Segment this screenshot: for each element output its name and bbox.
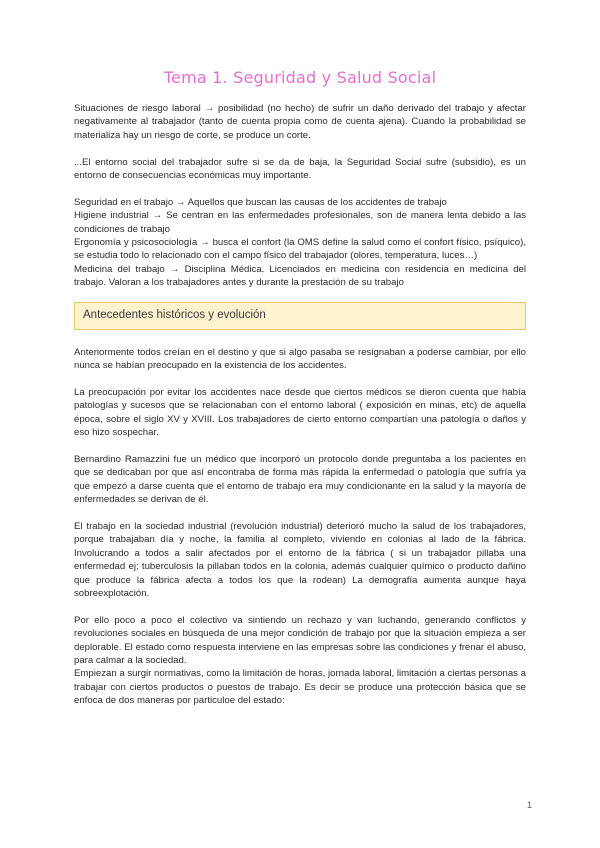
- paragraph: Anteriormente todos creían en el destino y que si algo pasaba se resignaban a poderse cambiar, por ello nunca se habían preocupado en la existencia de los accidentes.: [74, 346, 526, 372]
- paragraph: Empiezan a surgir normativas, como la limitación de horas, jornada laboral, limitación a ciertas personas a trabajar con ciertos productos o puestos de trabajo. Es decir se produce una protección básica que se enfoca de dos maneras por particuloe del estado:: [74, 668, 526, 707]
- definition-item: Higiene industrial → Se centran en las enfermedades profesionales, son de manera lenta debido a las condiciones de trabajo: [74, 210, 526, 235]
- definition-item: Medicina del trabajo → Disciplina Médica. Licenciados en medicina con residencia en medicina del trabajo. Valoran a los trabajadores antes y durante la prestación de su trabajo: [74, 263, 526, 289]
- paragraph: Por ello poco a poco el colectivo va sintiendo un rechazo y van luchando, generando conflictos y revoluciones sociales en búsqueda de una mejor condición de trabajo por que la situación empieza a ser deplorable. El estado como respuesta interviene en las empresas sobre las condiciones y frenar el abuso, para calmar a la sociedad.: [74, 614, 526, 666]
- paragraph: ...El entorno social del trabajador sufre si se da de baja, la Seguridad Social sufre (subsidio), es un entorno de consecuencias económicas muy importante.: [74, 156, 526, 182]
- paragraph: La preocupación por evitar los accidentes nace desde que ciertos médicos se dieron cuenta que había patologías y sucesos que se relacionaban con el entorno laboral ( exposición en minas, etc) de aquella época, sobre el siglo XV y XVIII. Los trabajadores de cierto entorno compartían una patología o daños y eso hizo sospechar.: [74, 386, 526, 439]
- definition-item: Seguridad en el trabajo → Aquellos que buscan las causas de los accidentes de trabajo: [74, 196, 447, 208]
- page-title: Tema 1. Seguridad y Salud Social: [163, 68, 437, 87]
- section-heading: Antecedentes históricos y evolución: [74, 302, 526, 330]
- definition-item: Ergonomía y psicosociología → busca el confort (la OMS define la salud como el confort físico, psíquico), se estudia todo lo relacionado con el campo físico del trabajador (olores, temperatura, luces…): [74, 237, 526, 262]
- paragraph: Situaciones de riesgo laboral → posibilidad (no hecho) de sufrir un daño derivado del trabajo y afectar negativamente al trabajador (tanto de cuenta propia como de cuenta ajena). Cuando la probabilidad se materializa hay un riesgo de corte, se produce un corte.: [74, 103, 526, 141]
- page-number: 1: [526, 800, 532, 810]
- paragraph: Bernardino Ramazzini fue un médico que incorporó un protocolo donde preguntaba a los pacientes en que se dedicaban por que así encontraba de forma más rápida la enfermedad o patología que sufría ya que empezó a darse cuenta que el entorno de trabajo era muy condicionante en la salud y la mayoría de enfermedades se derivan de él.: [74, 453, 526, 506]
- document-body: [74, 102, 526, 708]
- paragraph: El trabajo en la sociedad industrial (revolución industrial) deterioró mucho la salud de los trabajadores, porque trabajaban día y noche, la familia al completo, viviendo en colonias al lado de la fábrica. Involucrando a todos a salir afectados por el entorno de la fábrica ( si un trabajador pillaba una enfermedad ej; tuberculosis la pillaban todos en la colonia, además cualquier químico o producto dañino que produce la fábrica afecta a todos los que la rodean) La demografía aumenta aunque haya sobreexplotación.: [74, 520, 526, 599]
